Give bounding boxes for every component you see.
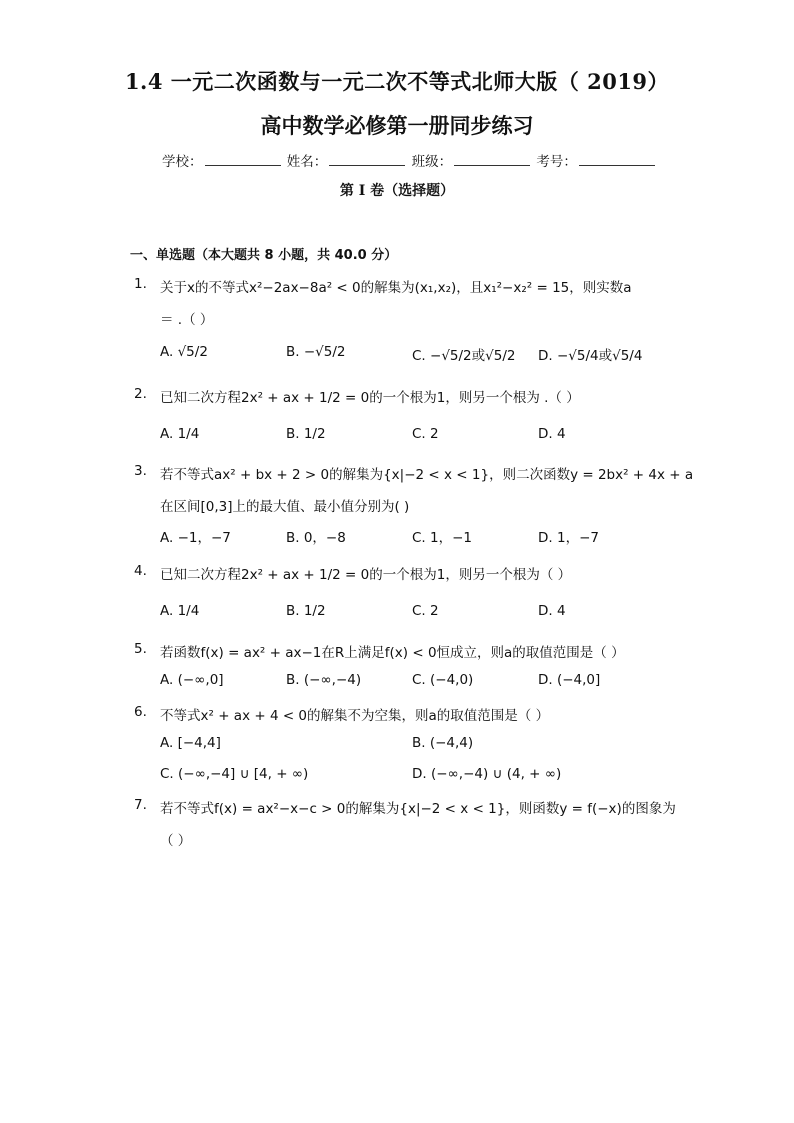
- question-text: 若不等式f(x) = ax²−x−c > 0的解集为{x|−2 < x < 1}，则函数y = f(−x)的图象为: [160, 801, 676, 817]
- question-number: 6.: [134, 704, 147, 720]
- volume-heading: 第 I 卷（选择题）: [339, 183, 455, 199]
- option-c[interactable]: C. 1，−1: [412, 530, 472, 546]
- option-a[interactable]: A. [−4,4]: [160, 735, 221, 751]
- question-number: 2.: [134, 386, 147, 402]
- option-d[interactable]: D. −√5/4或√5/4: [538, 348, 643, 364]
- question-text: 已知二次方程2x² + ax + 1/2 = 0的一个根为1，则另一个根为 .（ ）: [160, 390, 580, 406]
- question-text: 在区间[0,3]上的最大值、最小值分别为( ): [160, 499, 410, 515]
- option-c[interactable]: C. 2: [412, 603, 439, 619]
- question-number: 5.: [134, 641, 147, 657]
- option-a[interactable]: A. 1/4: [160, 603, 200, 619]
- question-text: 关于x的不等式x²−2ax−8a² < 0的解集为(x₁,x₂)，且x₁²−x₂² = 15，则实数a: [160, 280, 632, 296]
- option-d[interactable]: D. (−4,0]: [538, 672, 601, 688]
- option-b[interactable]: B. 1/2: [286, 426, 326, 442]
- page-subtitle: 高中数学必修第一册同步练习: [260, 113, 534, 138]
- question-text: 已知二次方程2x² + ax + 1/2 = 0的一个根为1，则另一个根为（ ）: [160, 567, 572, 583]
- option-b[interactable]: B. −√5/2: [286, 344, 346, 360]
- option-a[interactable]: A. √5/2: [160, 344, 208, 360]
- question-number: 3.: [134, 463, 147, 479]
- school-blank[interactable]: [205, 153, 281, 166]
- option-b[interactable]: B. 1/2: [286, 603, 326, 619]
- option-c[interactable]: C. 2: [412, 426, 439, 442]
- option-b[interactable]: B. 0，−8: [286, 530, 346, 546]
- exam-no-blank[interactable]: [579, 153, 655, 166]
- question-number: 7.: [134, 797, 147, 813]
- exam-no-label: 考号：: [536, 154, 577, 170]
- question-number: 1.: [134, 276, 147, 292]
- question-text: （ ）: [160, 833, 192, 849]
- page-title: 1.4 一元二次函数与一元二次不等式北师大版（ 2019）: [124, 69, 670, 94]
- option-d[interactable]: D. (−∞,−4) ∪ (4, + ∞): [412, 766, 562, 782]
- section-heading: 一、单选题（本大题共 8 小题，共 40.0 分）: [130, 248, 398, 263]
- question-text: 若不等式ax² + bx + 2 > 0的解集为{x|−2 < x < 1}，则二次函数y = 2bx² + 4x + a: [160, 467, 694, 483]
- option-a[interactable]: A. (−∞,0]: [160, 672, 224, 688]
- school-label: 学校：: [162, 154, 203, 170]
- question-number: 4.: [134, 563, 147, 579]
- option-d[interactable]: D. 4: [538, 426, 566, 442]
- option-b[interactable]: B. (−4,4): [412, 735, 474, 751]
- option-d[interactable]: D. 1，−7: [538, 530, 599, 546]
- question-text: 不等式x² + ax + 4 < 0的解集不为空集，则a的取值范围是（ ）: [160, 708, 550, 724]
- name-label: 姓名：: [286, 154, 328, 170]
- option-c[interactable]: C. −√5/2或√5/2: [412, 348, 516, 364]
- class-blank[interactable]: [454, 153, 530, 166]
- class-label: 班级：: [411, 154, 453, 170]
- option-c[interactable]: C. (−4,0): [412, 672, 474, 688]
- question-text: ＝ .（ ）: [160, 312, 214, 328]
- question-text: 若函数f(x) = ax² + ax−1在R上满足f(x) < 0恒成立，则a的取值范围是（ ）: [160, 645, 625, 661]
- option-d[interactable]: D. 4: [538, 603, 566, 619]
- name-blank[interactable]: [329, 153, 405, 166]
- option-a[interactable]: A. 1/4: [160, 426, 200, 442]
- option-a[interactable]: A. −1，−7: [160, 530, 231, 546]
- option-c[interactable]: C. (−∞,−4] ∪ [4, + ∞): [160, 766, 309, 782]
- student-info-line: [162, 150, 657, 170]
- option-b[interactable]: B. (−∞,−4): [286, 672, 362, 688]
